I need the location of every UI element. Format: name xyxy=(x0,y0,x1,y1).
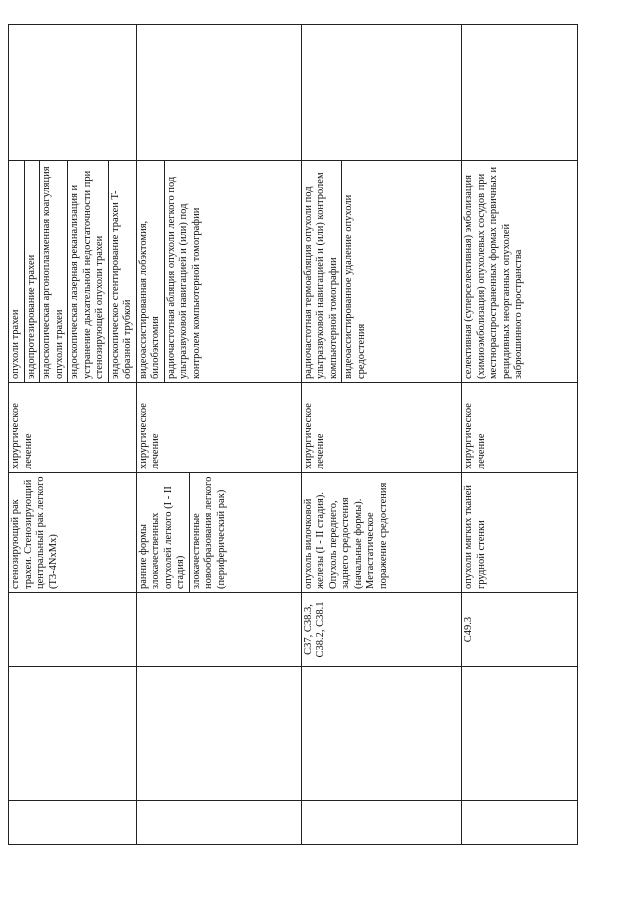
cell-treatment: хирургическое лечение xyxy=(9,383,137,473)
table-row-3 xyxy=(462,25,578,845)
cell-empty xyxy=(462,801,578,845)
cell-methods xyxy=(136,161,301,383)
cell-treatment: хирургическое лечение xyxy=(136,383,301,473)
cell-empty xyxy=(9,593,137,667)
cell-methods: селективная (суперселективная) эмболизация (химиоэмболизация) опухолевых сосудов при местнораспространенных формах первичных и рецидивных неорганных опухолей забрюшинного пространства xyxy=(462,161,578,383)
rotated-table-container xyxy=(8,25,578,845)
cell-empty xyxy=(9,801,137,845)
cell-codes: C37, C38.3, C38.2, C38.1 xyxy=(301,593,461,667)
cell-empty xyxy=(301,667,461,801)
cell-diagnosis: стенозирующий рак трахеи. Стенозирующий центральный рак легкого (T3-4NxMx) xyxy=(9,473,137,593)
method-item: видеоассистированное удаление опухоли средостения xyxy=(343,194,367,379)
treatment-table xyxy=(8,24,578,845)
diagnosis-item: ранние формы злокачественных опухолей легкого (I - II стадия) xyxy=(137,473,190,592)
method-item: опухоли трахеи xyxy=(9,161,25,382)
table-row-1 xyxy=(136,25,301,845)
method-item: эндоскопическая лазерная реканализация и устранение дыхательной недостаточности при стенозирующей опухоли трахеи xyxy=(68,161,109,382)
cell-empty xyxy=(9,25,137,161)
method-item: радиочастотная термоабляция опухоли под ультразвуковой навигацией и (или) контролем компьютерной томографии xyxy=(302,161,343,382)
method-item: эндоскопическое стентирование трахеи T-образной трубкой xyxy=(109,190,133,379)
diagnosis-item: злокачественные новообразования легкого (периферический рак) xyxy=(190,476,227,589)
method-item: эндоскопическая аргоноплазменная коагуляция опухоли трахеи xyxy=(40,161,68,382)
cell-empty xyxy=(136,801,301,845)
cell-diagnosis: опухоль вилочковой железы (I - II стадия). Опухоль переднего, заднего средостения (начальные формы). Метастатическое поражение средостения xyxy=(301,473,461,593)
cell-empty xyxy=(462,667,578,801)
method-item: радиочастотная абляция опухоли легкого под ультразвуковой навигацией и (или) под контролем компьютерной томографии xyxy=(165,176,202,379)
table-row-2 xyxy=(301,25,461,845)
cell-treatment: хирургическое лечение xyxy=(301,383,461,473)
cell-diagnosis: опухоли мягких тканей грудной стенки xyxy=(462,473,578,593)
table-row-0 xyxy=(9,25,137,845)
cell-empty xyxy=(136,25,301,161)
cell-empty xyxy=(301,801,461,845)
cell-methods xyxy=(301,161,461,383)
cell-methods xyxy=(9,161,137,383)
method-item: видеоассистированная лобэктомия, билобэктомия xyxy=(137,161,165,382)
cell-codes: C49.3 xyxy=(462,593,578,667)
method-item: эндопротезирование трахеи xyxy=(25,161,41,382)
cell-diagnosis xyxy=(136,473,301,593)
cell-empty xyxy=(136,667,301,801)
cell-empty xyxy=(301,25,461,161)
cell-empty xyxy=(462,25,578,161)
cell-empty xyxy=(136,593,301,667)
cell-empty xyxy=(9,667,137,801)
cell-treatment: хирургическое лечение xyxy=(462,383,578,473)
